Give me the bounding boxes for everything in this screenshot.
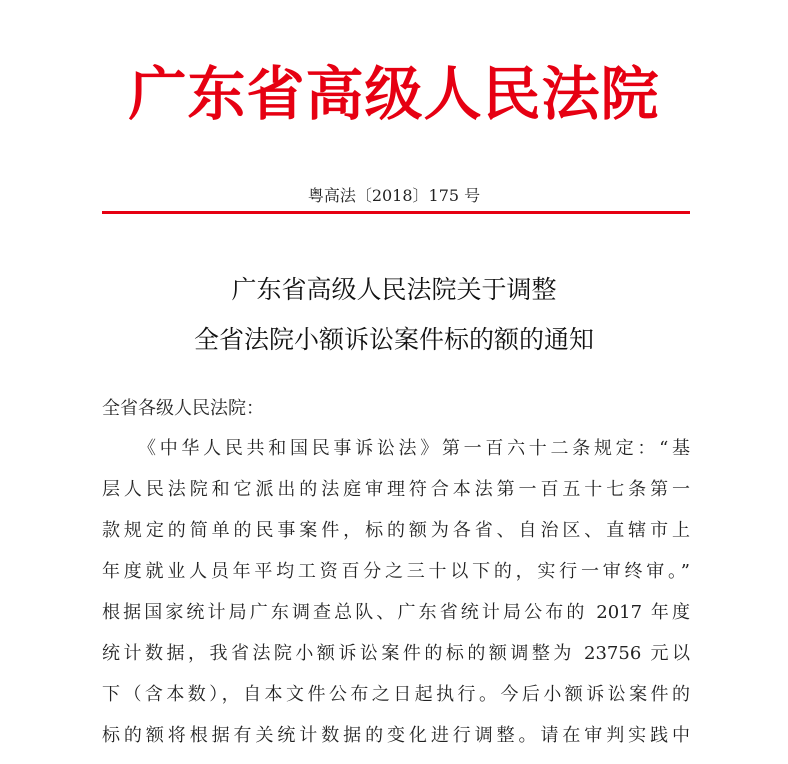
body-line: 根据国家统计局广东调查总队、广东省统计局公布的 2017 年度 — [102, 602, 690, 623]
body-line: 《中华人民共和国民事诉讼法》第一百六十二条规定：“基 — [138, 438, 690, 459]
body-line: 标的额将根据有关统计数据的变化进行调整。请在审判实践中 — [102, 725, 690, 746]
document-number: 粤高法〔2018〕175 号 — [307, 186, 481, 205]
body-line: 层人民法院和它派出的法庭审理符合本法第一百五十七条第一 — [102, 479, 690, 500]
salutation: 全省各级人民法院： — [102, 398, 264, 419]
body-line: 下（含本数），自本文件公布之日起执行。今后小额诉讼案件的 — [102, 684, 690, 705]
red-divider-line — [102, 211, 690, 214]
body-line: 款规定的简单的民事案件，标的额为各省、自治区、直辖市上 — [102, 520, 690, 541]
body-line: 年度就业人员年平均工资百分之三十以下的，实行一审终审。” — [102, 561, 690, 582]
body-line: 统计数据，我省法院小额诉讼案件的标的额调整为 23756 元以 — [102, 643, 690, 664]
document-title-line-1: 广东省高级人民法院关于调整 — [231, 275, 557, 304]
document-title-line-2: 全省法院小额诉讼案件标的额的通知 — [193, 325, 594, 354]
issuer-header: 广东省高级人民法院 — [128, 60, 660, 128]
